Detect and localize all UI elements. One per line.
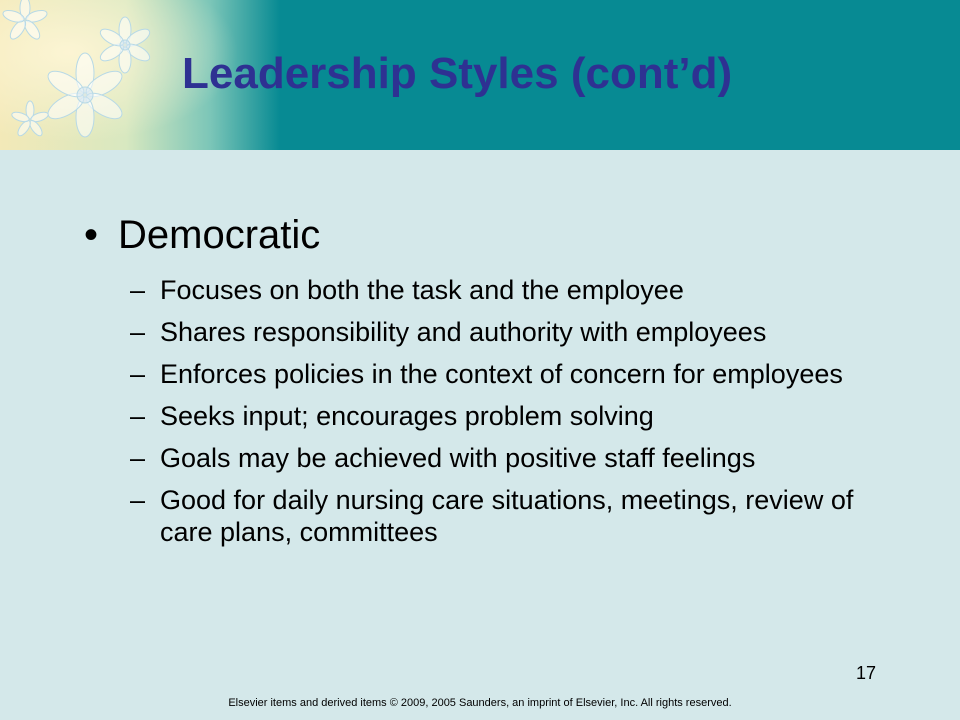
list-item	[84, 358, 884, 390]
sub-bullet-list	[84, 274, 884, 548]
page-number: 17	[855, 663, 876, 683]
list-item	[84, 442, 884, 474]
list-item	[84, 316, 884, 348]
list-item	[84, 274, 884, 306]
list-item-text: Good for daily nursing care situations, meetings, review of care plans, committees	[160, 485, 854, 547]
list-item-text: Shares responsibility and authority with employees	[160, 317, 767, 347]
dash-marker: –	[130, 317, 146, 347]
list-item-text: Seeks input; encourages problem solving	[160, 401, 654, 431]
list-item-text: Enforces policies in the context of concern for employees	[160, 359, 843, 389]
dash-marker: –	[130, 485, 146, 515]
bullet-label: Democratic	[118, 213, 321, 257]
list-item	[84, 400, 884, 432]
list-item-text: Goals may be achieved with positive staff feelings	[160, 443, 756, 473]
dash-marker: –	[130, 359, 146, 389]
main-bullet	[84, 210, 884, 260]
slide-title: Leadership Styles (cont’d)	[182, 49, 733, 98]
copyright-footer: Elsevier items and derived items © 2009, 2005 Saunders, an imprint of Elsevier, Inc. All rights reserved.	[228, 697, 732, 709]
dash-marker: –	[130, 275, 146, 305]
bullet-marker: •	[84, 213, 99, 257]
slide-header	[0, 0, 960, 150]
list-item-text: Focuses on both the task and the employee	[160, 275, 684, 305]
list-item	[84, 484, 884, 548]
dash-marker: –	[130, 443, 146, 473]
slide-body	[84, 210, 884, 558]
dash-marker: –	[130, 401, 146, 431]
